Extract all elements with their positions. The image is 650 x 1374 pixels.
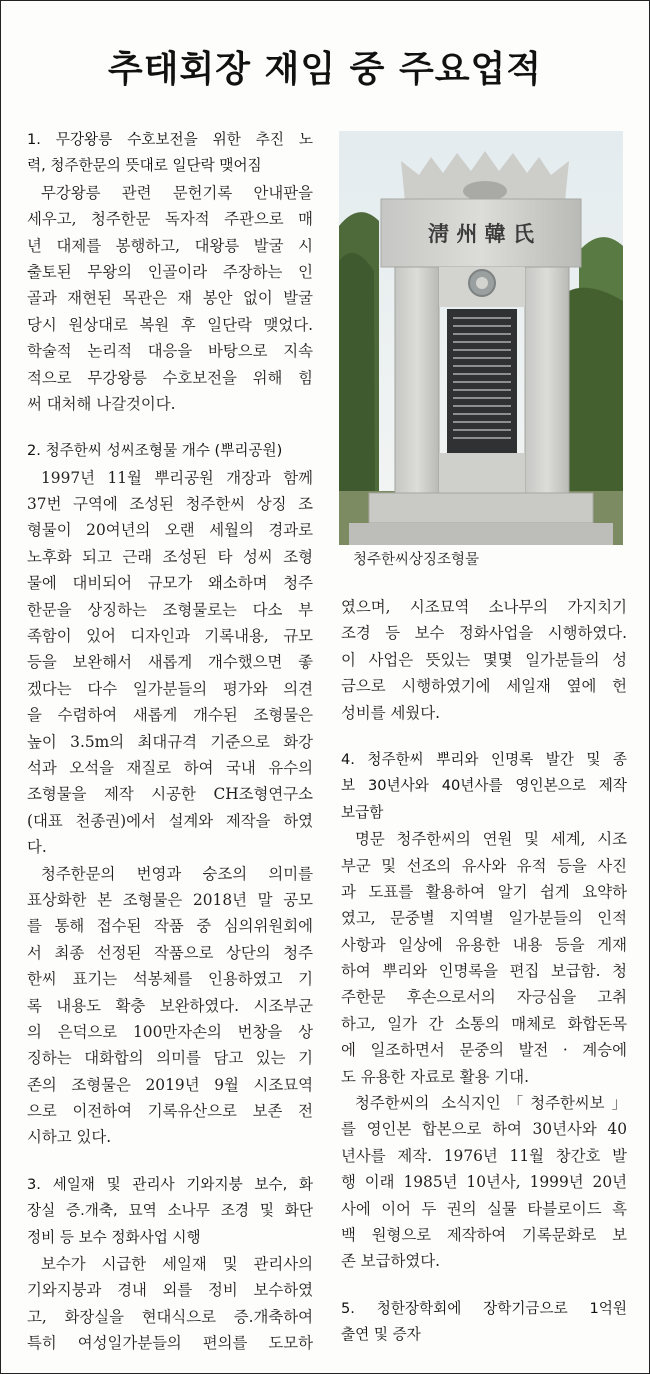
body-text-line: 당시 원상대로 복원 후 일단락 맺었다. <box>27 315 313 334</box>
body-text-line: 청주한씨의 소식지인「청주한씨보」 <box>355 1094 627 1113</box>
body-text-line: 으로 이전하여 기록유산으로 보존 전 <box>27 1102 313 1121</box>
body-text-line: 부군 및 선조의 유사와 유적 등을 사진 <box>341 856 627 875</box>
memorial-photo <box>339 131 623 545</box>
body-text-line: 석과 오석을 재질로 하여 국내 유수의 <box>27 758 313 777</box>
body-text-line: 하여 뿌리와 인명록을 편집 보급함. 청 <box>341 962 627 981</box>
body-text-line: 에 일조하면서 문중의 발전 · 계승에 <box>341 1041 627 1060</box>
body-text-line: 징하는 대화합의 의미를 담고 있는 기 <box>27 1049 313 1068</box>
body-text-line: 표상화한 본 조형물은 2018년 말 공모 <box>27 890 313 909</box>
section-gap <box>27 417 313 438</box>
body-text-line: 존 보급하였다. <box>341 1252 440 1271</box>
section-heading-line: 정비 등 보수 정화사업 시행 <box>27 1228 201 1246</box>
body-text-line: 과 도표를 활용하여 알기 쉽게 요약하 <box>341 882 627 901</box>
body-text-line: 한문을 상징하는 조형물로는 다소 부 <box>27 600 313 619</box>
section-heading-line: 장실 증.개축, 묘역 소나무 조경 및 화단 <box>27 1202 313 1220</box>
body-text-line: 형물이 20여년의 오랜 세월의 경과로 <box>27 521 313 540</box>
body-text-line: 였으며, 시조묘역 소나무의 가지치기 <box>341 598 627 616</box>
plaque-inscription: 淸 州 韓 氏 <box>428 221 534 246</box>
body-text-line: 조형물을 제작 시공한 CH조형연구소 <box>27 785 313 804</box>
body-text-line: 존의 조형물은 2019년 9월 시조묘역 <box>27 1075 313 1094</box>
section-heading-line: 1. 무강왕릉 수호보전을 위한 추진 노 <box>27 131 313 148</box>
body-text-line: 청주한문의 번영과 숭조의 의미를 <box>41 864 313 883</box>
body-text-line: 행 이래 1985년 10년사, 1999년 20년 <box>341 1173 627 1192</box>
section-heading-line: 력, 청주한문의 뜻대로 일단락 맺어짐 <box>27 157 262 175</box>
body-text-line: 무강왕릉 관련 문헌기록 안내판을 <box>41 183 313 202</box>
body-text-line: 겠다는 다수 일가분들의 평가와 의견 <box>27 679 313 698</box>
body-text-line: 도 유용한 자료로 활용 기대. <box>341 1067 530 1086</box>
body-text-line: 학술적 논리적 대응을 바탕으로 지속 <box>27 342 313 361</box>
body-text-line: 의 은덕으로 100만자손의 번창을 상 <box>27 1022 313 1041</box>
body-text-line: 37번 구역에 조성된 청주한씨 상징 조 <box>27 495 313 514</box>
section-gap <box>341 1275 627 1296</box>
section-heading-line: 2. 청주한씨 성씨조형물 개수 (뿌리공원) <box>27 442 283 460</box>
section-gap <box>27 1151 313 1172</box>
body-text-line: 한씨 표기는 석봉체를 인용하였고 기 <box>27 970 313 989</box>
memorial-photo-image <box>339 131 623 545</box>
body-text-line: 였고, 문중별 지역별 일가분들의 인적 <box>341 909 627 928</box>
body-text-line: 를 통해 접수된 작품 중 심의위원회에 <box>27 917 313 936</box>
section-heading-line: 보급함 <box>341 803 384 821</box>
photo-caption: 청주한씨상징조형물 <box>353 552 480 568</box>
body-text-line: 명문 청주한씨의 연원 및 세계, 시조 <box>355 830 627 849</box>
body-text-line: 족함이 있어 디자인과 기록내용, 규모 <box>27 627 313 646</box>
section-heading-line: 3. 세일재 및 관리사 기와지붕 보수, 화 <box>27 1175 313 1193</box>
body-text-line: 써 대처해 나갈것이다. <box>27 394 176 413</box>
body-text-line: 물에 대비되어 규모가 왜소하며 청주 <box>27 574 313 593</box>
body-text-line: 적으로 무강왕릉 수호보전을 위해 힘 <box>27 368 313 387</box>
body-text-line: 출토된 무왕의 인골이라 주장하는 인 <box>27 262 313 281</box>
body-text-line: 기와지붕과 경내 외를 정비 보수하였 <box>27 1281 313 1300</box>
body-text-line: 백 원형으로 제작하여 기록문화로 보 <box>341 1225 627 1244</box>
body-text-line: 골과 재현된 목관은 재 봉안 없이 발굴 <box>27 289 313 308</box>
body-text-line: (대표 천종권)에서 설계와 제작을 하였 <box>27 811 313 830</box>
body-text-line: 주한문 후손으로서의 자긍심을 고취 <box>341 988 627 1007</box>
body-text-line: 하고, 일가 간 소통의 매체로 화합돈목 <box>341 1014 627 1033</box>
article-column-left <box>27 127 313 1357</box>
body-text-line: 금으로 시행하였기에 세일재 옆에 헌 <box>341 677 627 696</box>
body-text-line: 등을 보완해서 새롭게 개수했으면 좋 <box>27 653 313 672</box>
body-text-line: 년사를 제작. 1976년 11월 창간호 발 <box>341 1146 627 1165</box>
article-column-right <box>341 594 627 1349</box>
page-title: 추태회장 재임 중 주요업적 <box>107 49 543 90</box>
body-text-line: 높이 3.5m의 최대규격 기준으로 화강 <box>27 732 313 751</box>
body-text-line: 이 사업은 뜻있는 몇몇 일가분들의 성 <box>341 650 627 669</box>
body-text-line: 보수가 시급한 세일재 및 관리사의 <box>41 1255 313 1274</box>
body-text-line: 성비를 세웠다. <box>341 703 440 722</box>
body-text-line: 특히 여성일가분들의 편의를 도모하 <box>27 1334 313 1353</box>
body-text-line: 서 최종 선정된 작품으로 상단의 청주 <box>27 943 313 962</box>
body-text-line: 다. <box>27 838 47 857</box>
body-text-line: 사항과 일상에 유용한 내용 등을 게재 <box>341 935 627 954</box>
section-heading-line: 보 30년사와 40년사를 영인본으로 제작 <box>341 777 627 795</box>
body-text-line: 록 내용도 확충 보완하였다. 시조부군 <box>27 996 313 1015</box>
body-text-line: 년 대제를 봉행하고, 대왕릉 발굴 시 <box>27 236 313 255</box>
body-text-line: 노후화 되고 근래 조성된 타 성씨 조형 <box>27 547 313 566</box>
body-text-line: 를 영인본 합본으로 하여 30년사와 40 <box>341 1120 627 1139</box>
body-text-line: 을 수렴하여 새롭게 개수된 조형물은 <box>27 706 313 725</box>
body-text-line: 고, 화장실을 현대식으로 증.개축하여 <box>27 1307 313 1326</box>
body-text-line: 1997년 11월 뿌리공원 개장과 함께 <box>41 468 313 487</box>
section-heading-line: 출연 및 증자 <box>341 1326 421 1344</box>
section-heading-line: 4. 청주한씨 뿌리와 인명록 발간 및 종 <box>341 750 627 768</box>
section-heading-line: 5. 청한장학회에 장학기금으로 1억원 <box>341 1299 627 1317</box>
section-gap <box>341 726 627 747</box>
body-text-line: 세우고, 청주한문 독자적 주관으로 매 <box>27 210 313 229</box>
body-text-line: 시하고 있다. <box>27 1128 112 1147</box>
body-text-line: 조경 등 보수 정화사업을 시행하였다. <box>341 624 627 643</box>
body-text-line: 사에 이어 두 권의 실물 타블로이드 흑 <box>341 1199 627 1218</box>
